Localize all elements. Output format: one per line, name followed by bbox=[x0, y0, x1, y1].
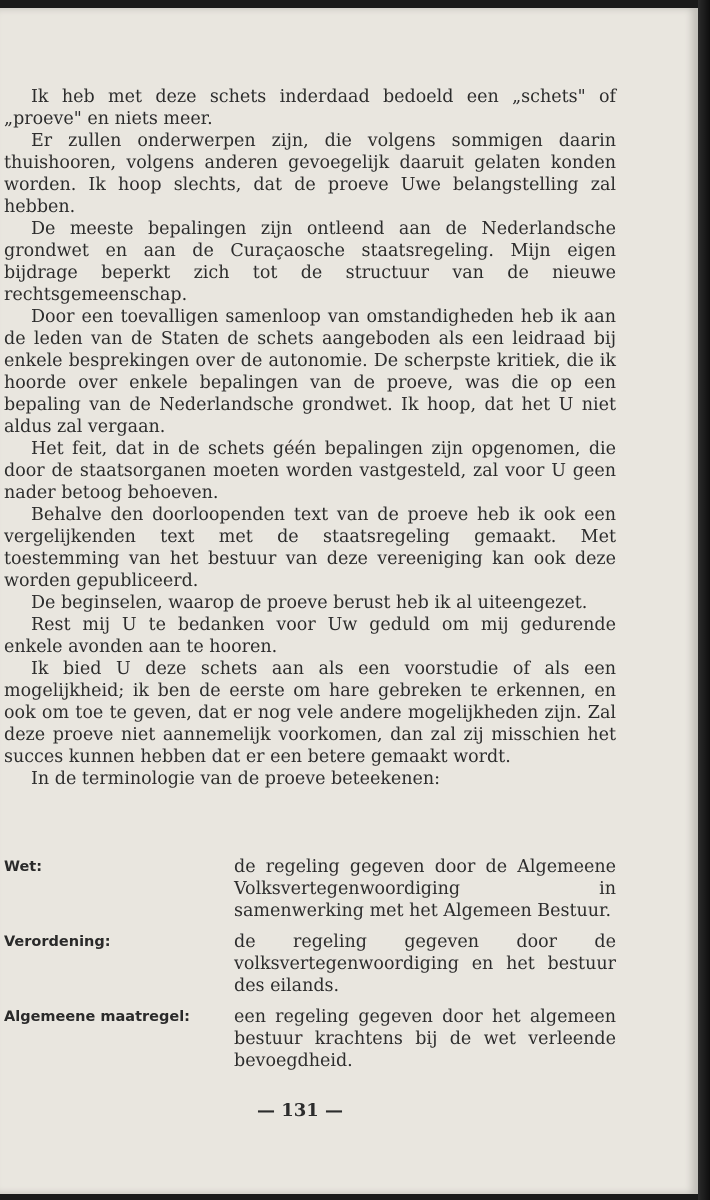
definition-text: de regeling gegeven door de volksvertegenwoordiging en het bestuur des eilands. bbox=[234, 932, 616, 996]
page-number: — 131 — bbox=[256, 1100, 344, 1121]
paragraph: Ik heb met deze schets inderdaad bedoeld een „schets" of „proeve" en niets meer. bbox=[4, 87, 616, 129]
paragraph: Ik bied U deze schets aan als een voorstudie of als een mogelijkheid; ik ben de eerste om hare gebreken te erkennen, en ook om toe te geven, dat er nog vele andere mogelijkheden zijn. Zal deze proeve niet aannemelijk voorkomen, dan zal zij misschien het succes kunnen hebben dat er een betere gemaakt wordt. bbox=[4, 659, 616, 767]
paragraph: De meeste bepalingen zijn ontleend aan de Nederlandsche grondwet en aan de Curaçaosche staatsregeling. Mijn eigen bijdrage beperkt zich tot de structuur van de nieuwe rechtsgemeenschap. bbox=[4, 219, 616, 305]
body-text bbox=[4, 86, 616, 790]
definition-row bbox=[4, 856, 616, 922]
paragraph: Door een toevalligen samenloop van omstandigheden heb ik aan de leden van de Staten de schets aangeboden als een leidraad bij enkele besprekingen over de autonomie. De scherpste kritiek, die ik hoorde over enkele bepalingen van de proeve, was die op een bepaling van de Nederlandsche grondwet. Ik hoop, dat het U niet aldus zal vergaan. bbox=[4, 307, 616, 437]
page-edge bbox=[698, 0, 710, 1200]
definition-text: de regeling gegeven door de Algemeene Volksvertegenwoordiging in samenwerking met het Algemeen Bestuur. bbox=[234, 857, 616, 921]
paragraph: Rest mij U te bedanken voor Uw geduld om mij gedurende enkele avonden aan te hooren. bbox=[4, 615, 616, 657]
paragraph: Het feit, dat in de schets géén bepalingen zijn opgenomen, die door de staatsorganen moeten worden vastgesteld, zal voor U geen nader betoog behoeven. bbox=[4, 439, 616, 503]
definition-row bbox=[4, 931, 616, 997]
paragraph: Behalve den doorloopenden text van de proeve heb ik ook een vergelijkenden text met de staatsregeling gemaakt. Met toestemming van het bestuur van deze vereeniging kan ook deze worden gepubliceerd. bbox=[4, 505, 616, 591]
definition-text: een regeling gegeven door het algemeen bestuur krachtens bij de wet verleende bevoegdheid. bbox=[234, 1007, 616, 1071]
paragraph: In de terminologie van de proeve beteekenen: bbox=[31, 769, 441, 789]
definition-row bbox=[4, 1006, 616, 1072]
definition-term: Verordening: bbox=[4, 934, 111, 950]
definition-term: Algemeene maatregel: bbox=[4, 1009, 190, 1025]
paragraph: Er zullen onderwerpen zijn, die volgens sommigen daarin thuishooren, volgens anderen gevoegelijk daaruit gelaten konden worden. Ik hoop slechts, dat de proeve Uwe belangstelling zal hebben. bbox=[4, 131, 616, 217]
paragraph: De beginselen, waarop de proeve berust heb ik al uiteengezet. bbox=[31, 593, 588, 613]
definition-term: Wet: bbox=[4, 859, 43, 875]
document-page bbox=[0, 8, 698, 1194]
definition-list bbox=[4, 856, 616, 1081]
